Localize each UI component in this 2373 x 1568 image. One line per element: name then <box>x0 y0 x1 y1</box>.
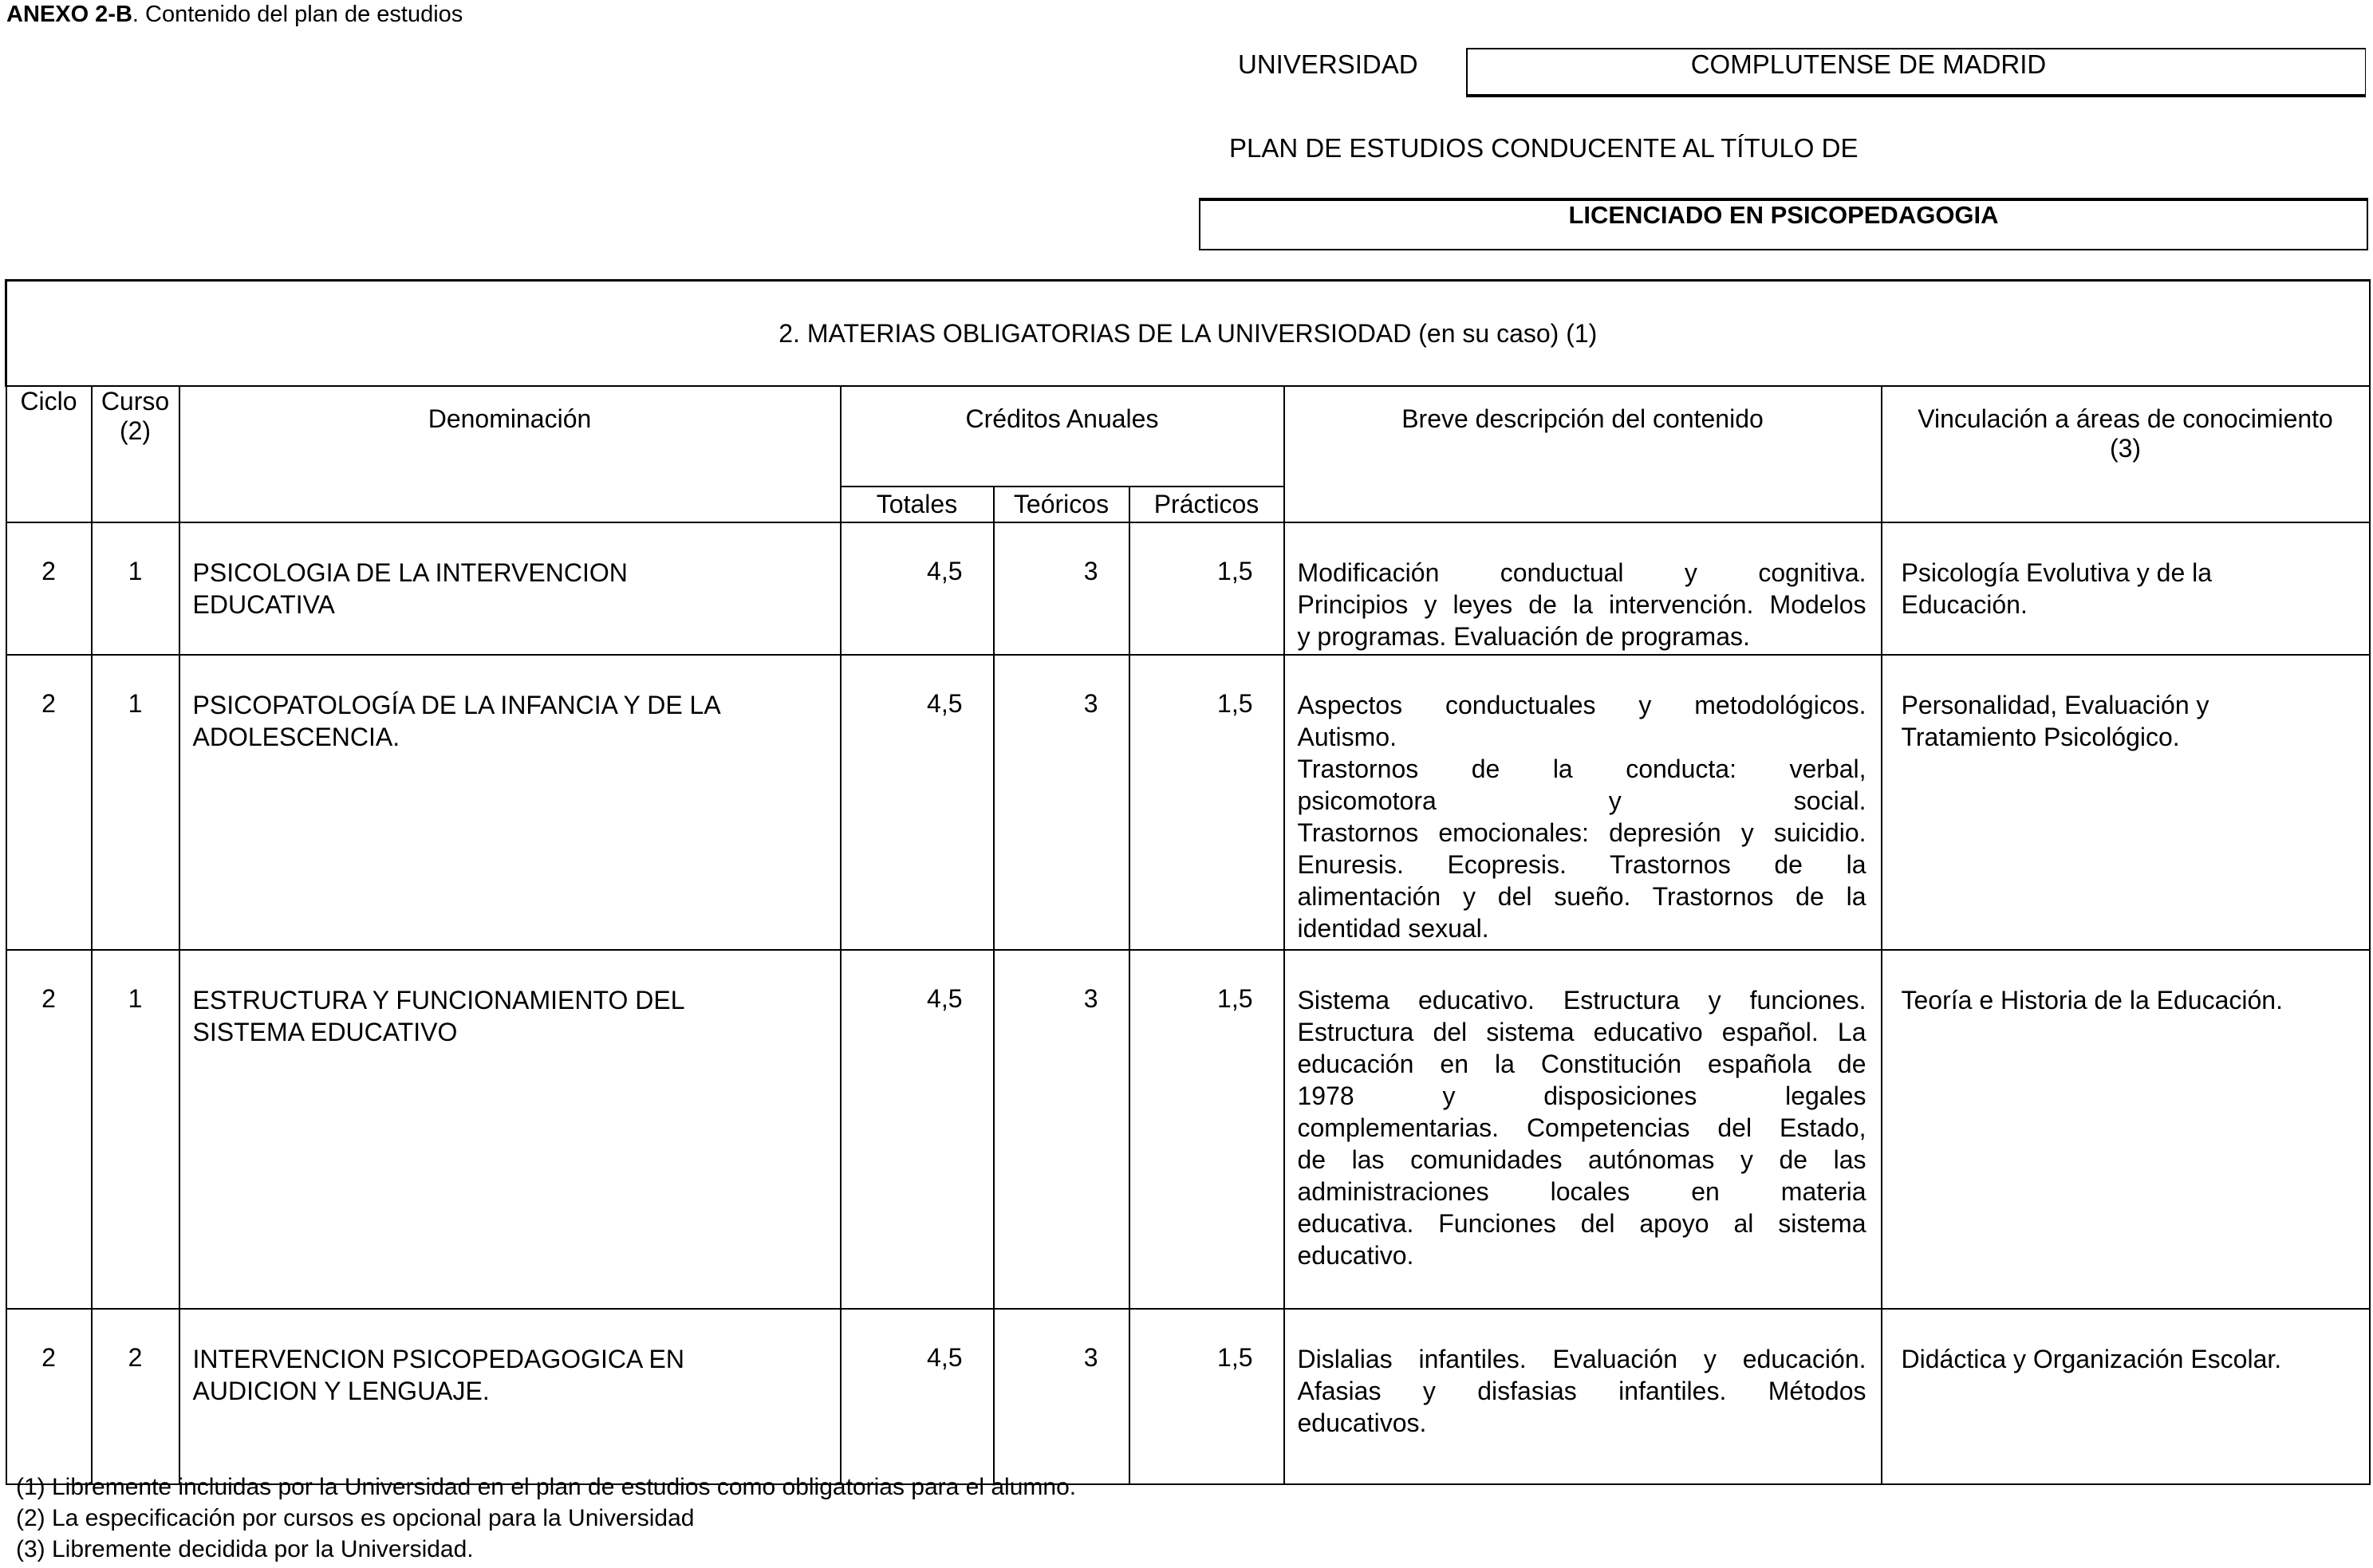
cell-ciclo: 2 <box>6 950 92 1309</box>
cell-denominacion <box>179 950 841 1309</box>
cell-descripcion-line: administraciones locales en materia <box>1297 1177 1866 1206</box>
footnote-3: (3) Libremente decidida por la Universidad. <box>16 1536 474 1562</box>
cell-vinculacion-line: Personalidad, Evaluación y <box>1901 691 2209 719</box>
cell-descripcion <box>1284 1309 1882 1484</box>
cell-denominacion <box>179 1309 841 1484</box>
cell-vinculacion-line: Teoría e Historia de la Educación. <box>1901 986 2283 1014</box>
table-row <box>6 950 2370 1309</box>
cell-vinculacion-line: Psicología Evolutiva y de la <box>1901 558 2213 587</box>
cell-curso: 1 <box>92 950 179 1309</box>
cell-denominacion-line: PSICOPATOLOGÍA DE LA INFANCIA Y DE LA <box>192 691 721 719</box>
cell-descripcion <box>1284 950 1882 1309</box>
cell-descripcion <box>1284 655 1882 950</box>
cell-descripcion-line: y programas. Evaluación de programas. <box>1297 622 1750 651</box>
cell-descripcion-line: Estructura del sistema educativo español. La <box>1297 1018 1866 1046</box>
cell-totales: 4,5 <box>841 1309 994 1484</box>
university-box <box>1466 48 2366 97</box>
cell-totales: 4,5 <box>841 950 994 1309</box>
cell-denominacion <box>179 522 841 655</box>
header-totales: Totales <box>841 487 994 522</box>
cell-ciclo: 2 <box>6 522 92 655</box>
cell-denominacion-line: AUDICION Y LENGUAJE. <box>192 1377 490 1405</box>
degree-title: LICENCIADO EN PSICOPEDAGOGIA <box>1568 201 1999 229</box>
cell-descripcion-line: Dislalias infantiles. Evaluación y educación. <box>1297 1345 1866 1373</box>
cell-practicos: 1,5 <box>1129 950 1284 1309</box>
cell-teoricos: 3 <box>994 655 1129 950</box>
header-denominacion: Denominación <box>179 386 841 522</box>
university-value: COMPLUTENSE DE MADRID <box>1690 49 2047 79</box>
table-row <box>6 522 2370 655</box>
cell-descripcion-line: Sistema educativo. Estructura y funciones. <box>1297 986 1866 1014</box>
subjects-table <box>5 279 2371 1485</box>
annex-text: . Contenido del plan de estudios <box>132 2 463 27</box>
cell-totales: 4,5 <box>841 655 994 950</box>
cell-ciclo: 2 <box>6 655 92 950</box>
cell-vinculacion <box>1882 655 2370 950</box>
header-descripcion: Breve descripción del contenido <box>1284 386 1882 522</box>
cell-descripcion-line: Modificación conductual y cognitiva. <box>1297 558 1866 587</box>
cell-denominacion-line: PSICOLOGIA DE LA INTERVENCION <box>192 558 628 587</box>
cell-denominacion-line: ADOLESCENCIA. <box>192 723 400 751</box>
cell-descripcion-line: 1978 y disposiciones legales <box>1297 1081 1866 1110</box>
cell-descripcion-line: Principios y leyes de la intervención. Modelos <box>1297 590 1866 619</box>
cell-denominacion-line: SISTEMA EDUCATIVO <box>192 1018 458 1046</box>
university-label: UNIVERSIDAD <box>1238 49 1418 79</box>
header-vinculacion: Vinculación a áreas de conocimiento (3) <box>1882 386 2370 522</box>
cell-practicos: 1,5 <box>1129 522 1284 655</box>
annex-heading <box>6 2 463 28</box>
section-title: 2. MATERIAS OBLIGATORIAS DE LA UNIVERSIODAD (en su caso) (1) <box>6 281 2370 387</box>
header-ciclo: Ciclo <box>6 386 92 522</box>
cell-denominacion-line: INTERVENCION PSICOPEDAGOGICA EN <box>192 1345 684 1373</box>
cell-denominacion-line: ESTRUCTURA Y FUNCIONAMIENTO DEL <box>192 986 685 1014</box>
cell-descripcion-line: psicomotora y social. <box>1297 786 1866 815</box>
cell-curso: 1 <box>92 655 179 950</box>
cell-descripcion-line: Autismo. <box>1297 723 1397 751</box>
annex-prefix: ANEXO 2-B <box>6 2 132 27</box>
cell-descripcion-line: identidad sexual. <box>1297 914 1489 943</box>
cell-descripcion-line: Trastornos de la conducta: verbal, <box>1297 754 1866 783</box>
table-row <box>6 655 2370 950</box>
cell-descripcion-line: Enuresis. Ecopresis. Trastornos de la <box>1297 850 1866 879</box>
cell-vinculacion <box>1882 1309 2370 1484</box>
cell-vinculacion <box>1882 522 2370 655</box>
cell-curso: 2 <box>92 1309 179 1484</box>
footnote-2: (2) La especificación por cursos es opcional para la Universidad <box>16 1505 695 1531</box>
header-creditos: Créditos Anuales <box>841 386 1284 487</box>
cell-descripcion-line: alimentación y del sueño. Trastornos de la <box>1297 882 1866 911</box>
cell-descripcion-line: educativa. Funciones del apoyo al sistema <box>1297 1209 1866 1238</box>
cell-descripcion-line: educativos. <box>1297 1408 1427 1437</box>
cell-descripcion-line: Afasias y disfasias infantiles. Métodos <box>1297 1377 1866 1405</box>
cell-vinculacion-line: Tratamiento Psicológico. <box>1901 723 2180 751</box>
cell-descripcion <box>1284 522 1882 655</box>
header-teoricos: Teóricos <box>994 487 1129 522</box>
cell-descripcion-line: educativo. <box>1297 1241 1414 1270</box>
cell-ciclo: 2 <box>6 1309 92 1484</box>
cell-vinculacion-line: Educación. <box>1901 590 2028 619</box>
header-curso: Curso (2) <box>92 386 179 522</box>
cell-descripcion-line: Aspectos conductuales y metodológicos. <box>1297 691 1866 719</box>
cell-descripcion-line: de las comunidades autónomas y de las <box>1297 1145 1866 1174</box>
cell-teoricos: 3 <box>994 1309 1129 1484</box>
cell-curso: 1 <box>92 522 179 655</box>
table-row <box>6 1309 2370 1484</box>
cell-descripcion-line: complementarias. Competencias del Estado, <box>1297 1113 1866 1142</box>
cell-vinculacion <box>1882 950 2370 1309</box>
header-practicos: Prácticos <box>1129 487 1284 522</box>
cell-teoricos: 3 <box>994 950 1129 1309</box>
cell-denominacion <box>179 655 841 950</box>
cell-teoricos: 3 <box>994 522 1129 655</box>
cell-descripcion-line: educación en la Constitución española de <box>1297 1050 1866 1078</box>
cell-totales: 4,5 <box>841 522 994 655</box>
degree-title-box <box>1199 198 2368 250</box>
footnote-1: (1) Libremente incluidas por la Universidad en el plan de estudios como obligatorias para el alumno. <box>16 1474 1077 1500</box>
cell-denominacion-line: EDUCATIVA <box>192 590 335 619</box>
cell-practicos: 1,5 <box>1129 1309 1284 1484</box>
cell-vinculacion-line: Didáctica y Organización Escolar. <box>1901 1345 2282 1373</box>
cell-practicos: 1,5 <box>1129 655 1284 950</box>
plan-label: PLAN DE ESTUDIOS CONDUCENTE AL TÍTULO DE <box>1229 133 1859 163</box>
cell-descripcion-line: Trastornos emocionales: depresión y suicidio. <box>1297 818 1866 847</box>
